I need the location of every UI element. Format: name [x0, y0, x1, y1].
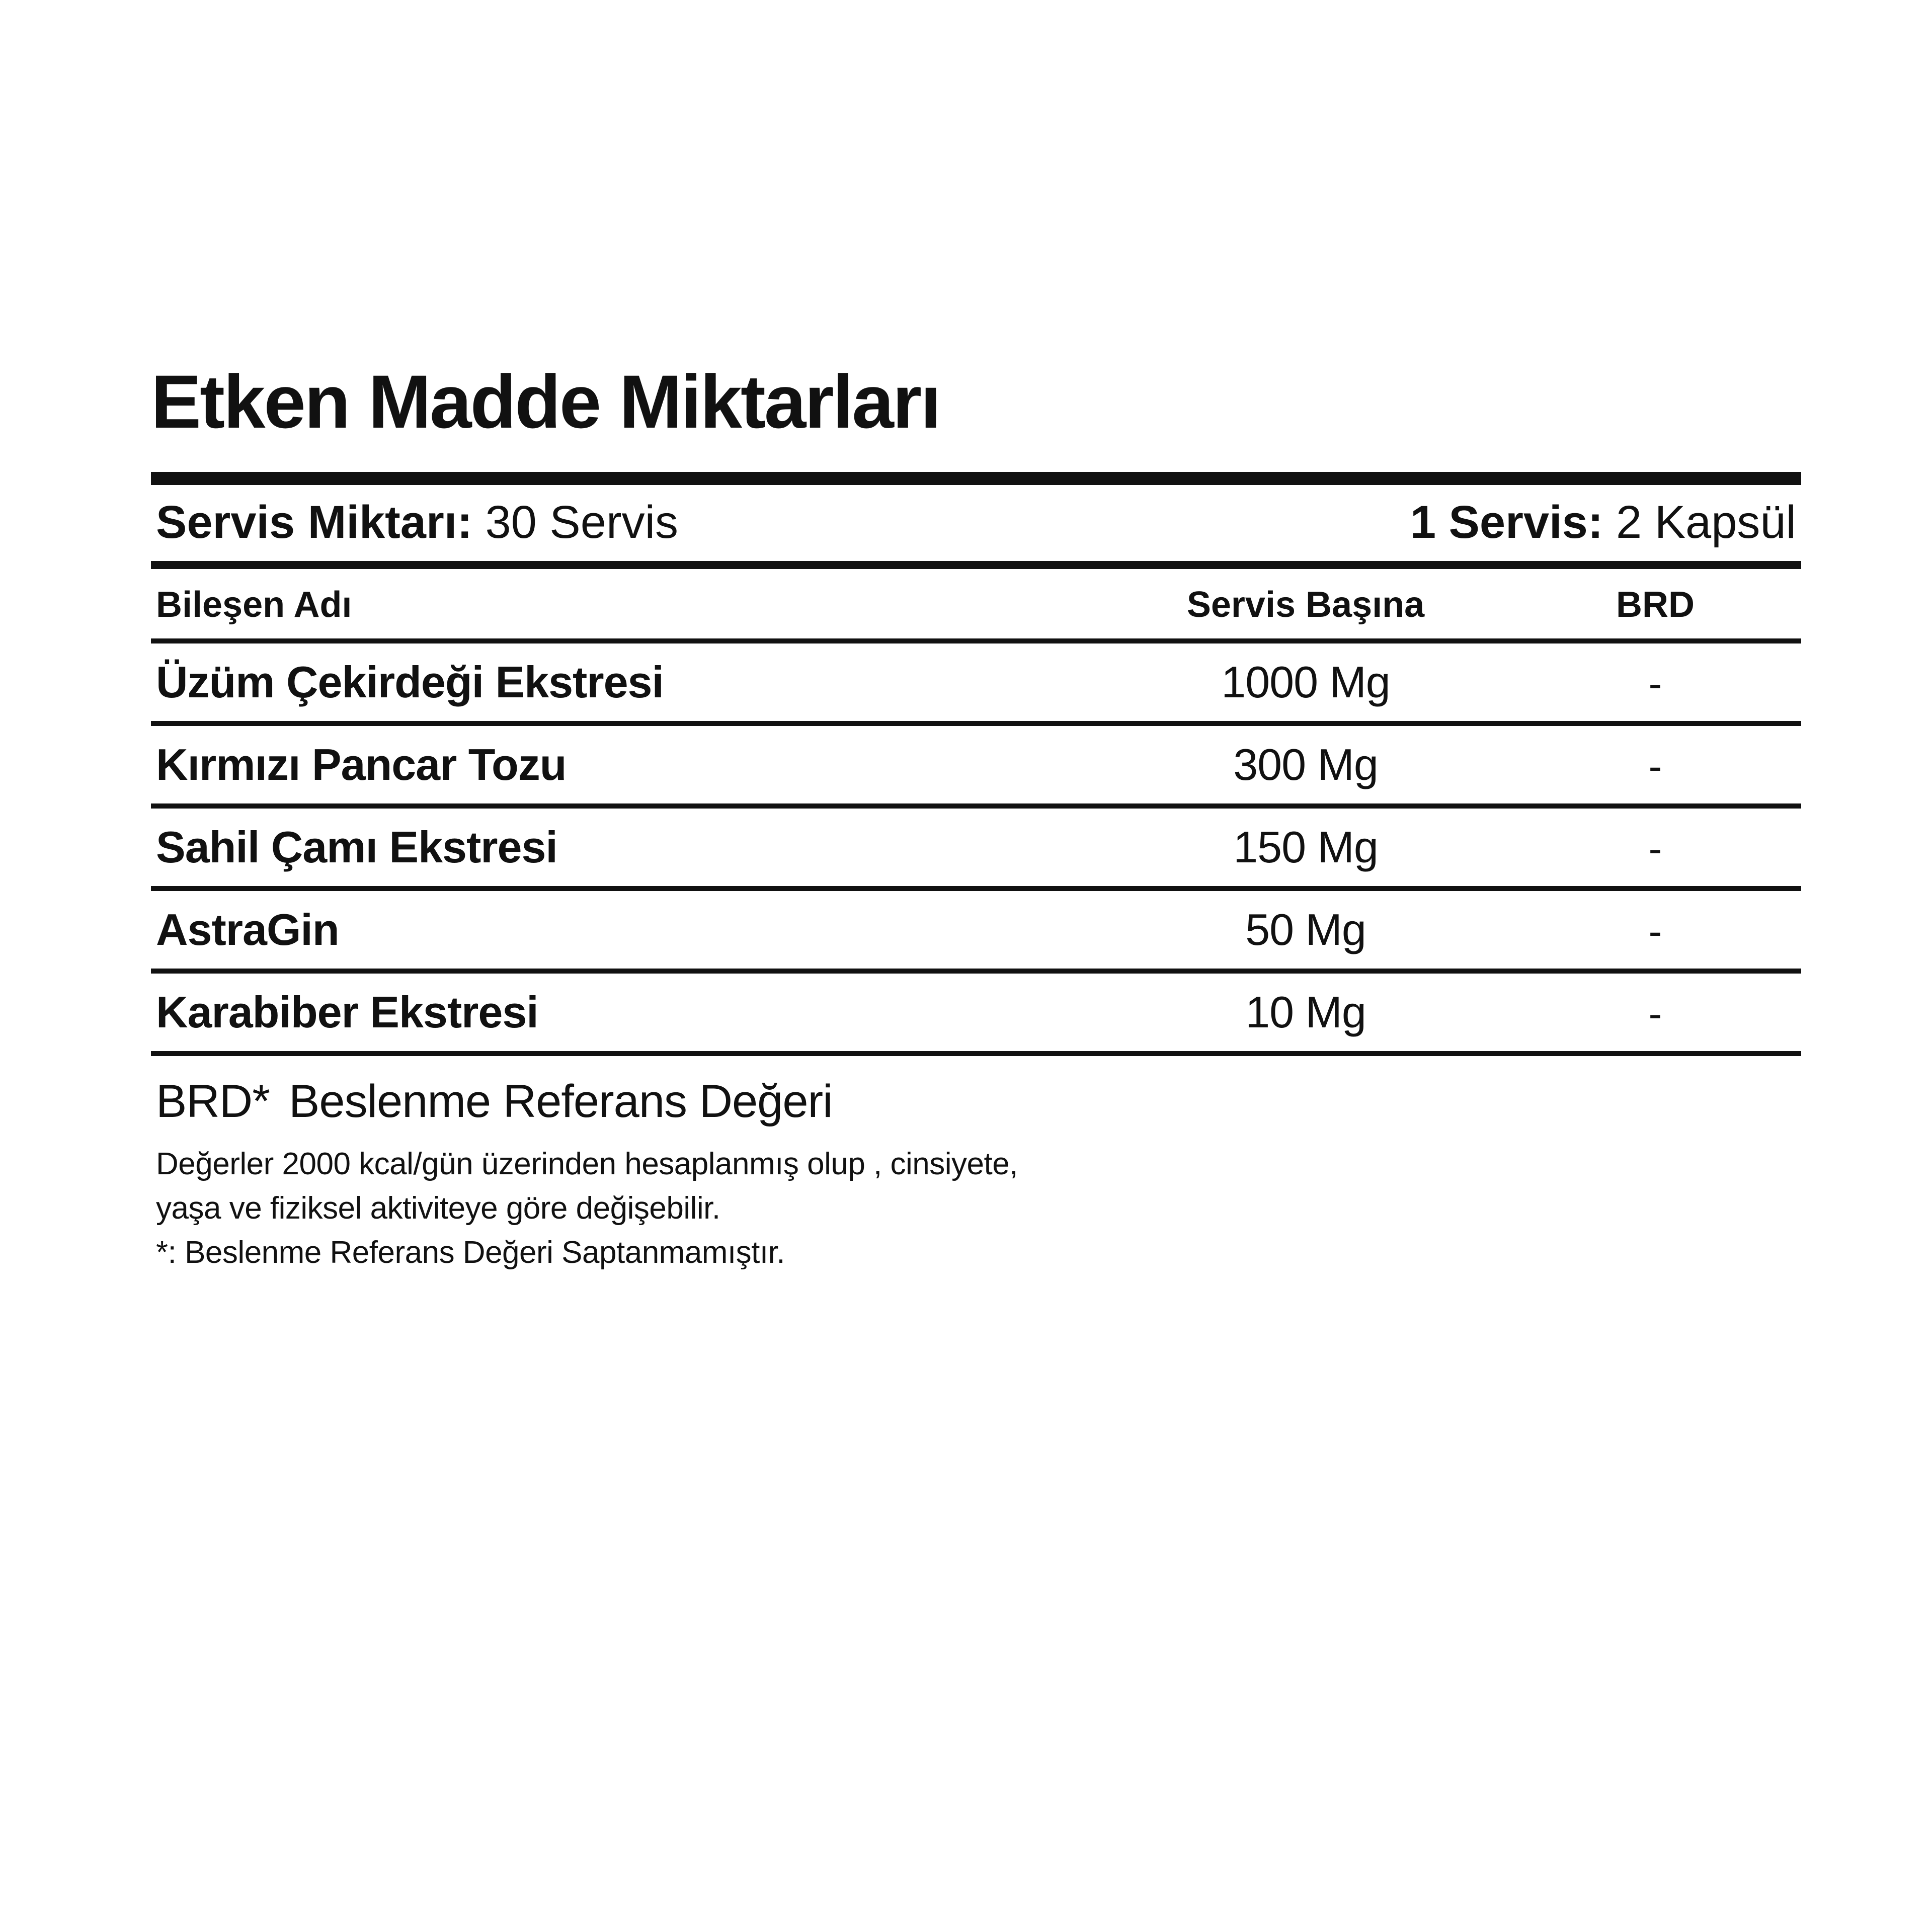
ingredient-amount: 10 Mg [1245, 987, 1366, 1037]
ingredient-name: Üzüm Çekirdeği Ekstresi [156, 657, 664, 707]
table-row [151, 809, 1801, 886]
row-divider [151, 969, 1801, 974]
supplement-facts-panel [151, 359, 1801, 1275]
ingredient-name: Kırmızı Pancar Tozu [156, 739, 567, 789]
ingredient-brd: - [1648, 661, 1662, 706]
ingredient-name: Sahil Çamı Ekstresi [156, 822, 557, 872]
serving-size [156, 497, 678, 548]
ingredient-amount: 300 Mg [1233, 739, 1378, 789]
serving-size-value: 30 Servis [485, 496, 679, 548]
table-row [151, 974, 1801, 1051]
row-divider [151, 803, 1801, 809]
ingredient-brd: - [1648, 991, 1662, 1036]
footnote-line-1: Değerler 2000 kcal/gün üzerinden hesaplanmış olup , cinsiyete, [156, 1146, 1018, 1181]
table-row [151, 726, 1801, 803]
brd-legend-abbr: BRD* [156, 1075, 270, 1127]
divider-bottom [151, 1051, 1801, 1056]
ingredient-name: Karabiber Ekstresi [156, 987, 538, 1037]
ingredient-brd: - [1648, 743, 1662, 788]
table-header-row [151, 569, 1801, 638]
serving-info-row [151, 485, 1801, 561]
ingredient-amount: 50 Mg [1245, 904, 1366, 954]
footnotes [151, 1133, 1801, 1275]
column-header-amount: Servis Başına [1186, 584, 1425, 625]
divider-under-serving [151, 561, 1801, 569]
serving-size-label: Servis Miktarı: [156, 496, 472, 548]
ingredient-brd: - [1648, 908, 1662, 953]
table-row [151, 643, 1801, 721]
column-header-brd: BRD [1616, 584, 1695, 625]
serving-per-value: 2 Kapsül [1616, 496, 1796, 548]
divider-under-header [151, 638, 1801, 643]
ingredient-amount: 150 Mg [1233, 822, 1378, 872]
brd-legend [151, 1056, 1801, 1133]
footnote-line-3: *: Beslenme Referans Değeri Saptanmamıştır. [156, 1235, 785, 1270]
row-divider [151, 721, 1801, 726]
column-header-name: Bileşen Adı [156, 584, 352, 625]
table-row [151, 891, 1801, 969]
serving-per [1410, 497, 1796, 548]
ingredient-name: AstraGin [156, 904, 339, 954]
footnote-line-2: yaşa ve fiziksel aktiviteye göre değişebilir. [156, 1190, 720, 1226]
page-title: Etken Madde Miktarları [151, 359, 940, 444]
brd-legend-expansion: Beslenme Referans Değeri [289, 1075, 833, 1127]
row-divider [151, 886, 1801, 891]
ingredient-amount: 1000 Mg [1221, 657, 1390, 707]
serving-per-label: 1 Servis: [1410, 496, 1603, 548]
ingredient-brd: - [1648, 826, 1662, 871]
divider-top [151, 472, 1801, 485]
